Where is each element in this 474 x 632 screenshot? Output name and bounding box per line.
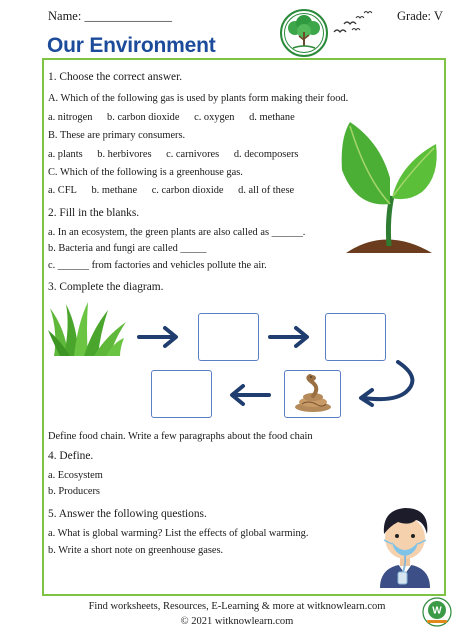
tree-logo-icon bbox=[275, 8, 333, 58]
option: c. carnivores bbox=[166, 149, 220, 160]
define-item: b. Producers bbox=[48, 486, 100, 497]
option: a. plants bbox=[48, 149, 83, 160]
option: d. methane bbox=[249, 112, 295, 123]
question-item: a. What is global warming? List the effects of global warming. bbox=[48, 528, 309, 539]
option: b. methane bbox=[91, 185, 138, 196]
section5-heading: 5. Answer the following questions. bbox=[48, 508, 207, 520]
question-item: b. Write a short note on greenhouse gases. bbox=[48, 545, 224, 556]
plant-sprout-icon bbox=[336, 118, 440, 258]
option: b. herbivores bbox=[97, 149, 152, 160]
blank-item: b. Bacteria and fungi are called _____ bbox=[48, 243, 207, 254]
section4-heading: 4. Define. bbox=[48, 450, 94, 462]
option: a. CFL bbox=[48, 185, 77, 196]
witknowlearn-logo-icon bbox=[421, 596, 453, 628]
footer-text: Find worksheets, Resources, E-Learning & more at witknowlearn.com bbox=[88, 601, 386, 612]
section3-heading: 3. Complete the diagram. bbox=[48, 281, 164, 293]
grade-label: Grade: V bbox=[397, 9, 443, 23]
option: b. carbon dioxide bbox=[107, 112, 180, 123]
diagram-blank-box-1[interactable] bbox=[198, 313, 259, 361]
option: d. decomposers bbox=[233, 149, 299, 160]
define-food-chain-text: Define food chain. Write a few paragraphs about the food chain bbox=[48, 431, 313, 442]
question-a: A. Which of the following gas is used by plants form making their food. bbox=[48, 93, 349, 104]
question-b: B. These are primary consumers. bbox=[48, 130, 186, 141]
question-c: C. Which of the following is a greenhouse gas. bbox=[48, 167, 243, 178]
question-c-options bbox=[48, 185, 306, 196]
footer-copyright: © 2021 witknowlearn.com bbox=[180, 616, 294, 627]
option: d. all of these bbox=[238, 185, 295, 196]
question-a-options bbox=[48, 112, 307, 123]
option: c. oxygen bbox=[194, 112, 235, 123]
option: c. carbon dioxide bbox=[151, 185, 224, 196]
page-title: Our Environment bbox=[47, 34, 216, 57]
arrow-right-icon bbox=[268, 325, 310, 349]
arrow-left-icon bbox=[229, 383, 271, 407]
diagram-blank-box-3[interactable] bbox=[151, 370, 212, 418]
boy-mask-icon bbox=[372, 500, 438, 590]
section1-heading: 1. Choose the correct answer. bbox=[48, 71, 183, 83]
birds-icon bbox=[330, 8, 376, 38]
snake-icon bbox=[290, 374, 336, 414]
option: a. nitrogen bbox=[48, 112, 93, 123]
diagram-blank-box-2[interactable] bbox=[325, 313, 386, 361]
question-b-options bbox=[48, 149, 310, 160]
curved-arrow-icon bbox=[350, 360, 422, 408]
arrow-right-icon bbox=[137, 325, 179, 349]
blank-item: c. ______ from factories and vehicles pollute the air. bbox=[48, 260, 267, 271]
blank-item: a. In an ecosystem, the green plants are also called as ______. bbox=[48, 227, 306, 238]
section2-heading: 2. Fill in the blanks. bbox=[48, 207, 140, 219]
define-item: a. Ecosystem bbox=[48, 470, 103, 481]
svg-text:W: W bbox=[432, 605, 442, 617]
grass-icon bbox=[48, 302, 128, 360]
name-field-label: Name: ______________ bbox=[48, 9, 172, 23]
